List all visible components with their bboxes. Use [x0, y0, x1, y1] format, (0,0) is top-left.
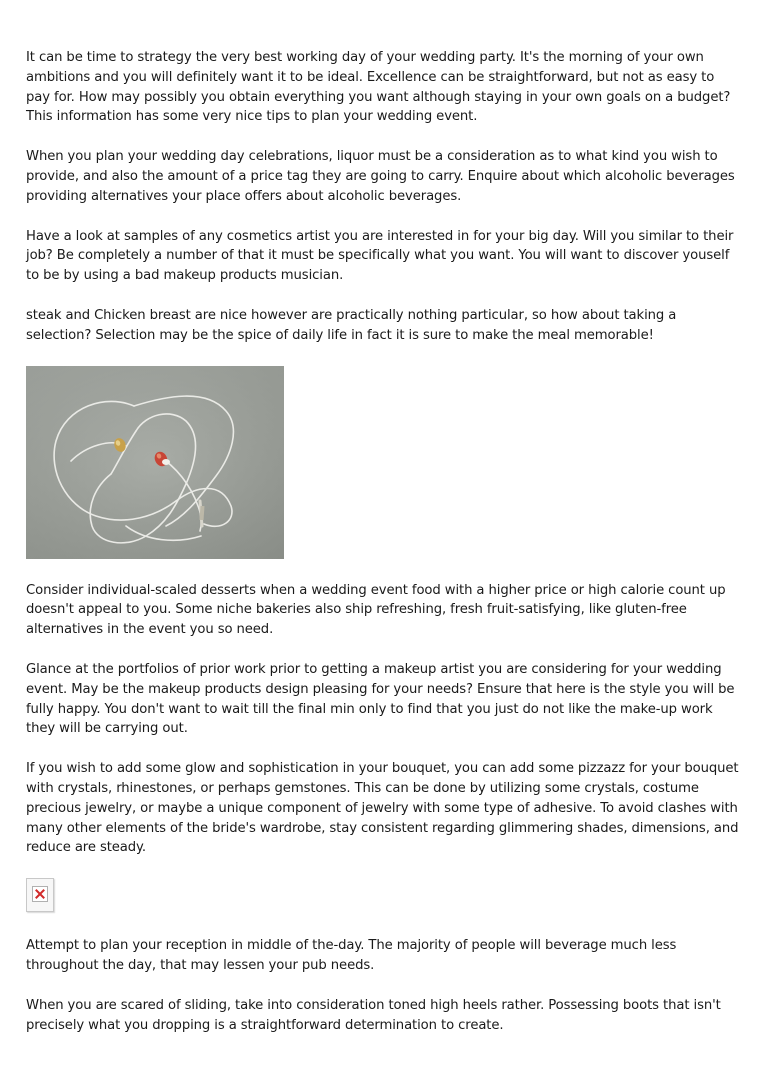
broken-image-icon	[26, 878, 54, 912]
paragraph: When you plan your wedding day celebrations, liquor must be a consideration as to what kind you wish to provide, and also the amount of a price tag they are going to carry. Enquire about which alcoholic beverages providing alternatives your place offers about alcoholic beverages.	[26, 149, 735, 204]
paragraph: steak and Chicken breast are nice however are practically nothing particular, so how about taking a selection? Selection may be the spice of daily life in fact it is sure to make the meal memorable!	[26, 307, 677, 343]
paragraph: Have a look at samples of any cosmetics artist you are interested in for your big day. Will you similar to their job? Be completely a number of that it must be specifically what you want. You will want to discover youself to be by using a bad makeup products musician.	[26, 228, 734, 284]
close-icon	[32, 886, 48, 902]
paragraph: It can be time to strategy the very best working day of your wedding party. It's the morning of your own ambitions and you will definitely want it to be ideal. Excellence can be straightforward, but not as easy to pay for. How may possibly you obtain everything you want although staying in your own goals on a budget? This information has some very nice tips to plan your wedding event.	[26, 50, 731, 125]
paragraph: Glance at the portfolios of prior work prior to getting a makeup artist you are considering for your wedding event. May be the makeup products design pleasing for your needs? Ensure that here is the style you will be fully happy. You don't want to wait till the final min only to find that you just do not like the make-up work they will be carrying out.	[26, 661, 735, 737]
paragraph: If you wish to add some glow and sophistication in your bouquet, you can add some pizzazz for your bouquet with crystals, rhinestones, or perhaps gemstones. This can be done by utilizing some crystals, costume precious jewelry, or maybe a unique component of jewelry with some type of adhesive. To avoid clashes with many other elements of the bride's wardrobe, stay consistent regarding glimmering shades, dimensions, and reduce are steady.	[26, 761, 739, 856]
paragraph: When you are scared of sliding, take into consideration toned high heels rather. Possessing boots that isn't precisely what you dropping is a straightforward determination to create.	[26, 997, 721, 1033]
earphones-photo	[26, 366, 284, 559]
document-page	[26, 48, 742, 1055]
paragraph: Consider individual-scaled desserts when a wedding event food with a higher price or high calorie count up doesn't appeal to you. Some niche bakeries also ship refreshing, fresh fruit-satisfying, like gluten-free alternatives in the event you so need.	[26, 582, 726, 638]
paragraph: Attempt to plan your reception in middle of the-day. The majority of people will beverage much less throughout the day, that may lessen your pub needs.	[26, 938, 677, 973]
